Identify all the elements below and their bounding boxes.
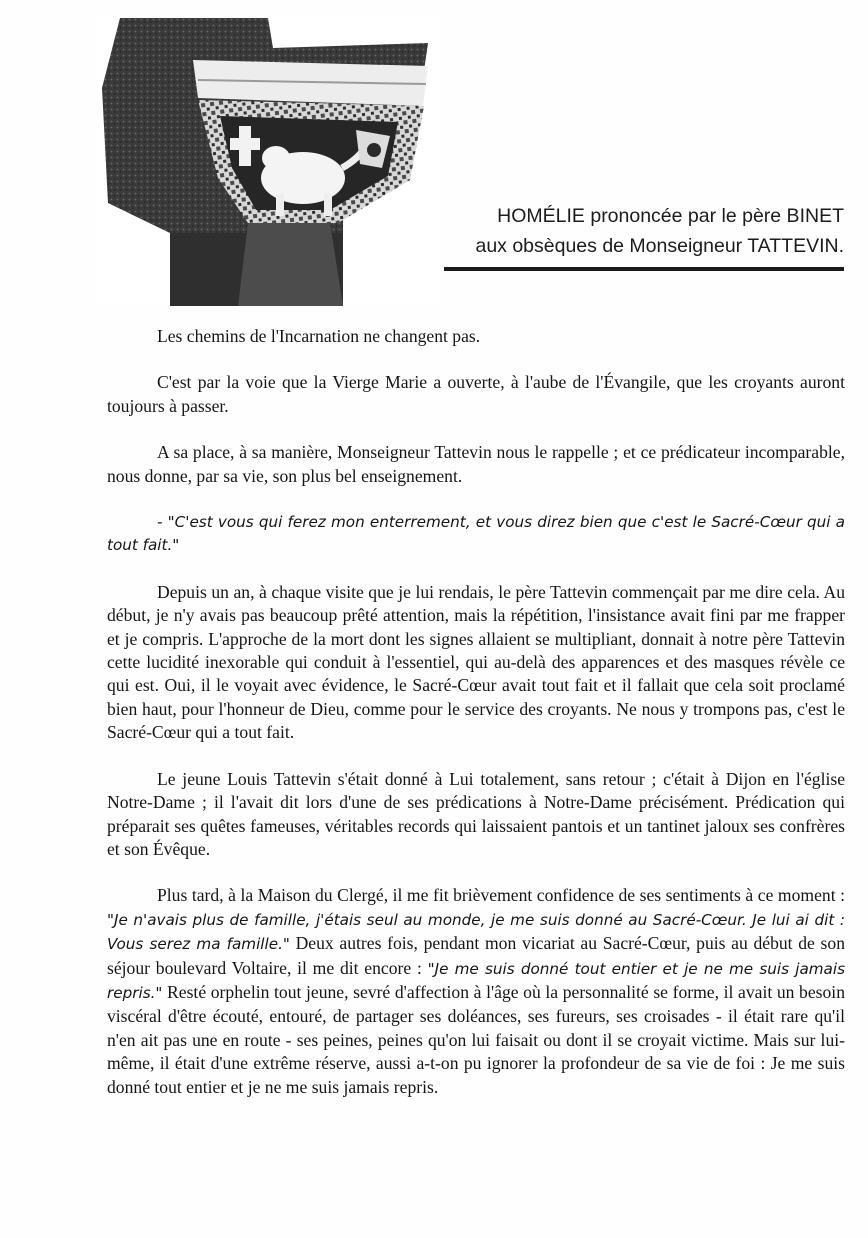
paragraph-7-part-c: Deux autres fois, pendant mon vicariat au Sacré-Cœur, puis au début de son séjour boulevard Voltaire, il me dit encore :: [107, 933, 846, 978]
paragraph-7-quote-2: "Je me suis donné tout entier et je ne me suis jamais repris.": [107, 959, 845, 1002]
paragraph-7-quote-1: "Je n'avais plus de famille, j'étais seul au monde, je me suis donné au Sacré-Cœur. Je lui ai dit : Vous serez ma famille.": [107, 910, 845, 954]
title-line-2: aux obsèques de Monseigneur TATTEVIN.: [475, 235, 844, 257]
paragraph-7: [107, 884, 845, 1099]
carved-capital-lamb-icon: [98, 18, 438, 306]
quotation-paragraph: - "C'est vous qui ferez mon enterrement, et vous direz bien que c'est le Sacré-Cœur qui a tout fait.": [107, 513, 845, 555]
homily-body: [107, 325, 845, 1099]
paragraph-7-part-e: Resté orphelin tout jeune, sevré d'affection à l'âge où la personnalité se forme, il avait un besoin viscéral d'être écouté, entouré, de partager ses doléances, ses fureurs, ses croisades - il était rare qu'il n'en ait pas une en route - ses peines, peines qu'on lui faisait ou dont il se croyait victime. Mais sur lui-même, il était d'une extrême réserve, aussi a-t-on pu ignorer la profondeur de sa vie de foi : Je me suis donné tout entier et je ne me suis jamais repris.: [107, 981, 845, 1097]
paragraph-3: A sa place, à sa manière, Monseigneur Tattevin nous le rappelle ; et ce prédicateur incomparable, nous donne, par sa vie, son plus bel enseignement.: [107, 442, 845, 486]
paragraph-5: Depuis un an, à chaque visite que je lui rendais, le père Tattevin commençait par me dire cela. Au début, je n'y avais pas beaucoup prêté attention, mais la répétition, l'insistance avait fini par me frapper et je compris. L'approche de la mort dont les signes allaient se multipliant, donnait à notre père Tattevin cette lucidité inexorable qui conduit à l'essentiel, qui au-delà des apparences et des masques révèle ce qui est. Oui, il le voyait avec évidence, le Sacré-Cœur avait tout fait et il fallait que cela soit proclamé bien haut, pour l'honneur de Dieu, comme pour le service des croyants. Ne nous y trompons pas, c'est le Sacré-Cœur qui a tout fait.: [107, 581, 845, 743]
title-underline: [444, 267, 844, 271]
paragraph-1: Les chemins de l'Incarnation ne changent pas.: [157, 326, 481, 346]
paragraph-6: Le jeune Louis Tattevin s'était donné à Lui totalement, sans retour ; c'était à Dijon en l'église Notre-Dame ; il l'avait dit lors d'une de ses prédications à Notre-Dame précisément. Prédication qui préparait ses quêtes fameuses, véritables records qui laissaient pantois et un tantinet jaloux ses confrères et son Évêque.: [107, 768, 845, 859]
paragraph-7-part-a: Plus tard, à la Maison du Clergé, il me fit brièvement confidence de ses sentiments à ce moment :: [157, 885, 845, 906]
paragraph-2: C'est par la voie que la Vierge Marie a ouverte, à l'aube de l'Évangile, que les croyants auront toujours à passer.: [107, 372, 845, 416]
homily-title: [420, 201, 844, 261]
title-line-1: HOMÉLIE prononcée par le père BINET: [497, 205, 844, 227]
